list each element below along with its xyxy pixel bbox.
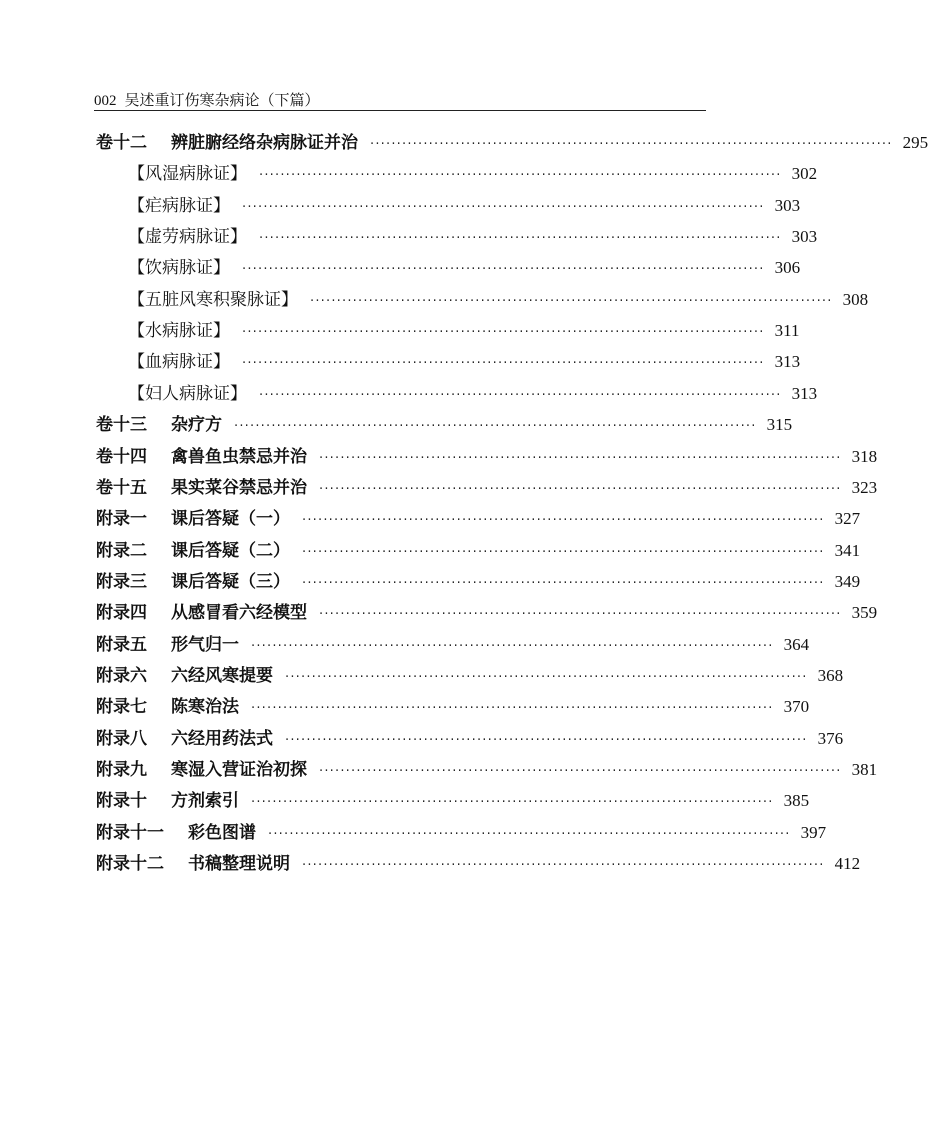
toc-entry [128, 253, 801, 283]
toc-entry-page: 397 [800, 822, 827, 842]
toc-entry [96, 504, 861, 534]
toc-entry-prefix: 卷十五 [96, 477, 147, 498]
toc-leader-dots: ·································································································· [242, 325, 765, 341]
toc-entry [96, 661, 844, 691]
toc-entry-label [96, 786, 239, 816]
toc-entry [128, 379, 818, 409]
toc-leader-dots: ·································································································· [268, 826, 791, 842]
toc-entry-label [96, 567, 290, 597]
toc-entry-page: 385 [783, 791, 810, 811]
toc-entry-prefix: 附录八 [96, 728, 147, 749]
toc-entry-prefix: 附录十一 [96, 822, 164, 843]
toc-entry-title: 六经用药法式 [171, 728, 273, 749]
toc-entry-label [96, 630, 239, 660]
toc-entry-label [96, 504, 290, 534]
toc-entry-page: 302 [791, 164, 818, 184]
toc-entry-label [128, 379, 247, 409]
toc-entry-title: 禽兽鱼虫禁忌并治 [171, 446, 307, 467]
toc-leader-dots: ·································································································· [242, 262, 765, 278]
toc-entry [96, 786, 810, 816]
toc-entry-prefix: 附录三 [96, 571, 147, 592]
toc-entry-prefix: 卷十四 [96, 446, 147, 467]
toc-entry-label [128, 347, 230, 377]
header-rule [94, 110, 706, 111]
toc-entry-page: 359 [851, 603, 878, 623]
toc-entry-label [128, 253, 230, 283]
toc-entry-prefix: 附录五 [96, 634, 147, 655]
toc-leader-dots: ·································································································· [302, 544, 825, 560]
toc-entry-title: 从感冒看六经模型 [171, 603, 307, 624]
toc-entry-title: 【虚劳病脉证】 [128, 227, 247, 248]
toc-entry [128, 222, 818, 252]
toc-entry-label [96, 410, 222, 440]
toc-leader-dots: ·································································································· [319, 481, 842, 497]
toc-entry-page: 313 [774, 352, 801, 372]
toc-leader-dots: ·································································································· [259, 387, 782, 403]
toc-leader-dots: ·································································································· [259, 231, 782, 247]
toc-entry [96, 128, 928, 158]
toc-entry-prefix: 附录六 [96, 665, 147, 686]
toc-entry-prefix: 卷十三 [96, 415, 147, 436]
toc-entry-prefix: 卷十二 [96, 133, 147, 153]
toc-leader-dots: ·································································································· [242, 356, 765, 372]
toc-entry [128, 191, 801, 221]
toc-entry-page: 364 [783, 634, 810, 654]
toc-entry-page: 368 [817, 665, 844, 685]
toc-entry-page: 323 [851, 477, 878, 497]
toc-entry-title: 课后答疑（二） [171, 540, 290, 561]
header-page-number: 002 [94, 93, 117, 109]
toc-entry-page: 412 [834, 854, 861, 874]
toc-entry-label [96, 849, 290, 879]
toc-entry-label [96, 724, 273, 754]
toc-entry [96, 473, 878, 503]
toc-entry-label [128, 159, 247, 189]
toc-entry-page: 376 [817, 728, 844, 748]
toc-entry [96, 410, 793, 440]
toc-leader-dots: ·································································································· [242, 199, 765, 215]
toc-entry-title: 课后答疑（一） [171, 509, 290, 530]
toc-entry-page: 327 [834, 509, 861, 529]
toc-entry [96, 692, 810, 722]
toc-entry-label [128, 316, 230, 346]
toc-entry-label [96, 755, 307, 785]
toc-leader-dots: ·································································································· [319, 607, 842, 623]
toc-entry-label [128, 285, 298, 315]
toc-entry [96, 818, 827, 848]
toc-entry-title: 杂疗方 [171, 415, 222, 436]
header-book-title: 吴述重订伤寒杂病论（下篇） [124, 93, 320, 109]
toc-entry-title: 【饮病脉证】 [128, 258, 230, 279]
toc-entry-title: 果实菜谷禁忌并治 [171, 477, 307, 498]
toc-entry-label [96, 473, 307, 503]
toc-entry-prefix: 附录一 [96, 509, 147, 530]
toc-entry [128, 316, 800, 346]
toc-entry-label [96, 442, 307, 472]
toc-entry-prefix: 附录十二 [96, 854, 164, 875]
toc-entry [96, 567, 861, 597]
toc-entry-page: 341 [834, 540, 861, 560]
toc-leader-dots: ·································································································· [319, 764, 842, 779]
toc-entry-title: 陈寒治法 [171, 697, 239, 718]
toc-entry-prefix: 附录二 [96, 540, 147, 561]
toc-entry-title: 【妇人病脉证】 [128, 383, 247, 404]
toc-entry-label [96, 536, 290, 566]
toc-entry-label [128, 222, 247, 252]
toc-entry [96, 755, 878, 785]
toc-entry-prefix: 附录十 [96, 791, 147, 812]
toc-entry [128, 285, 869, 315]
toc-entry-label [96, 661, 273, 691]
toc-entry-label [128, 191, 230, 221]
toc-leader-dots: ·································································································· [285, 732, 808, 748]
toc-entry-page: 306 [774, 258, 801, 278]
toc-entry-prefix: 附录九 [96, 760, 147, 780]
toc-entry-page: 295 [902, 133, 928, 152]
toc-entry-title: 彩色图谱 [188, 822, 256, 843]
toc-entry-page: 318 [851, 446, 878, 466]
toc-entry-title: 【血病脉证】 [128, 352, 230, 373]
toc-entry-title: 【五脏风寒积聚脉证】 [128, 289, 298, 310]
toc-entry-page: 308 [842, 289, 869, 309]
toc-leader-dots: ·································································································· [251, 701, 774, 717]
toc-entry-title: 【水病脉证】 [128, 321, 230, 342]
toc-entry [128, 159, 818, 189]
toc-entry-label [96, 598, 307, 628]
toc-leader-dots: ·································································································· [370, 137, 893, 152]
toc-leader-dots: ·································································································· [259, 168, 782, 184]
toc-leader-dots: ·································································································· [302, 513, 825, 529]
toc-entry-title: 形气归一 [171, 634, 239, 655]
toc-entry-title: 六经风寒提要 [171, 665, 273, 686]
toc-entry-prefix: 附录七 [96, 697, 147, 718]
toc-entry [96, 536, 861, 566]
toc-entry [96, 442, 878, 472]
toc-entry-title: 【疟病脉证】 [128, 195, 230, 216]
toc-entry-title: 辨脏腑经络杂病脉证并治 [171, 133, 358, 153]
toc-leader-dots: ·································································································· [234, 419, 757, 435]
toc-leader-dots: ·································································································· [251, 638, 774, 654]
toc-entry-page: 303 [774, 195, 801, 215]
toc-entry-label [96, 692, 239, 722]
running-header [94, 88, 706, 110]
toc-entry [96, 598, 878, 628]
toc-entry-label [96, 818, 256, 848]
toc-leader-dots: ·································································································· [319, 450, 842, 466]
toc-leader-dots: ·································································································· [251, 795, 774, 811]
toc-entry-label [96, 128, 358, 158]
toc-entry-page: 313 [791, 383, 818, 403]
toc-entry-page: 303 [791, 227, 818, 247]
toc-entry [96, 849, 861, 879]
toc-entry-title: 寒湿入营证治初探 [171, 760, 307, 780]
toc-entry-title: 【风湿病脉证】 [128, 164, 247, 185]
toc-entry-page: 315 [766, 415, 793, 435]
toc-entry [128, 347, 801, 377]
toc-leader-dots: ·································································································· [302, 858, 825, 874]
toc-entry-title: 方剂索引 [171, 791, 239, 812]
toc-entry [96, 724, 844, 754]
toc-leader-dots: ·································································································· [310, 293, 833, 309]
toc-leader-dots: ·································································································· [285, 669, 808, 685]
toc-entry-page: 370 [783, 697, 810, 717]
toc-entry [96, 630, 810, 660]
toc-entry-title: 书稿整理说明 [188, 854, 290, 875]
toc-leader-dots: ·································································································· [302, 575, 825, 591]
toc-entry-page: 311 [774, 321, 800, 341]
toc-entry-prefix: 附录四 [96, 603, 147, 624]
toc-entry-page: 349 [834, 571, 861, 591]
toc-entry-title: 课后答疑（三） [171, 571, 290, 592]
toc-entry-page: 381 [851, 760, 878, 779]
